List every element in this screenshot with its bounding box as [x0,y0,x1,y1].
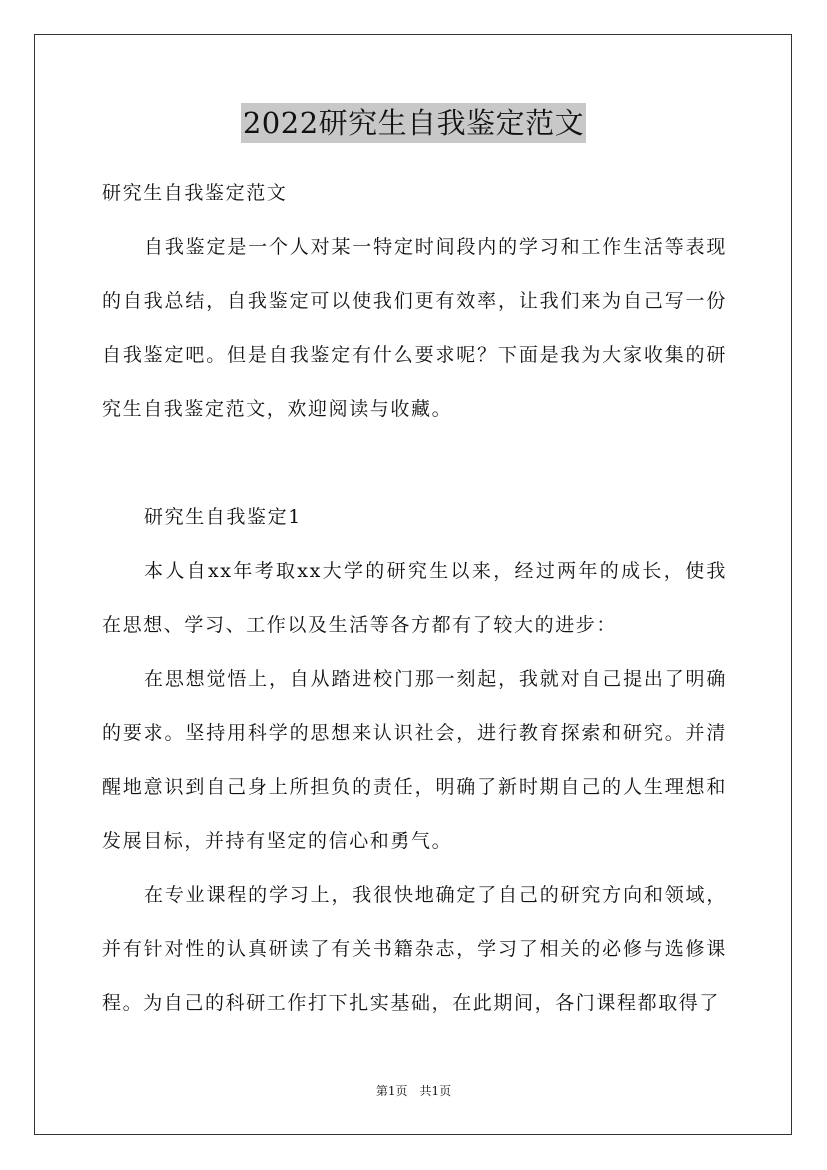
paragraph-2: 在思想觉悟上，自从踏进校门那一刻起，我就对自己提出了明确的要求。坚持用科学的思想来认识社会，进行教育探索和研究。并清醒地意识到自己身上所担负的责任，明确了新时期自己的人生理想和发展目标，并持有坚定的信心和勇气。 [102,668,727,852]
section-heading: 研究生自我鉴定1 [144,506,302,528]
document-title: 2022研究生自我鉴定范文 [241,103,586,143]
page-total: 共1页 [419,1084,452,1098]
paragraph-3: 在专业课程的学习上，我很快地确定了自己的研究方向和领域，并有针对性的认真研读了有关书籍杂志，学习了相关的必修与选修课程。为自己的科研工作打下扎实基础，在此期间，各门课程都取得了 [102,884,727,1014]
paragraph-1: 本人自xx年考取xx大学的研究生以来，经过两年的成长，使我在思想、学习、工作以及生活等各方都有了较大的进步： [102,560,727,636]
page-footer [0,1083,827,1099]
intro-paragraph: 自我鉴定是一个人对某一特定时间段内的学习和工作生活等表现的自我总结，自我鉴定可以使我们更有效率，让我们来为自己写一份自我鉴定吧。但是自我鉴定有什么要求呢？下面是我为大家收集的研究生自我鉴定范文，欢迎阅读与收藏。 [102,236,727,420]
subtitle: 研究生自我鉴定范文 [102,182,288,204]
page-number: 第1页 [375,1084,408,1098]
title-container [0,103,827,143]
